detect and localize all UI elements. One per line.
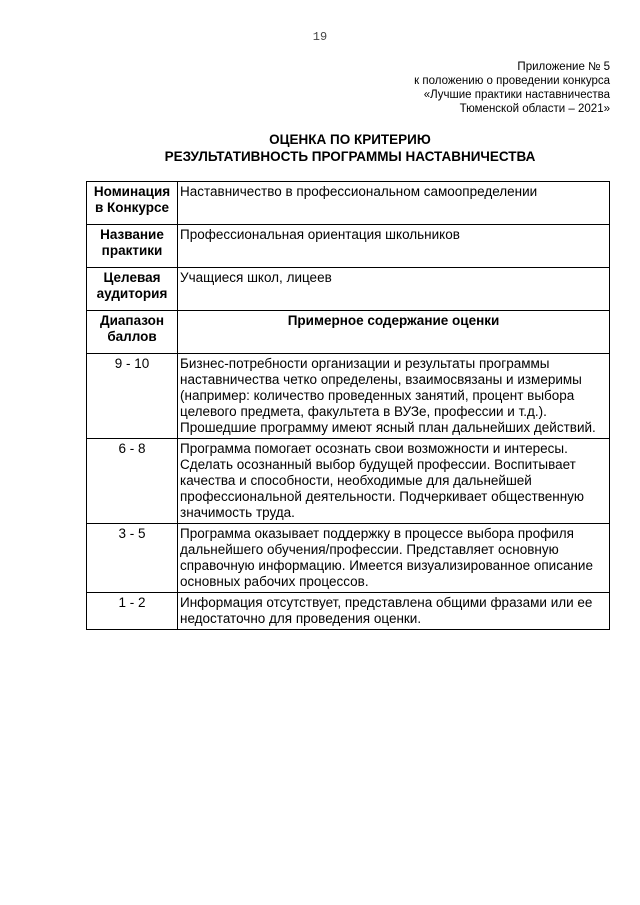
range-header — [87, 311, 178, 354]
nomination-label — [87, 182, 178, 225]
page-number: 19 — [312, 30, 328, 44]
score-range: 6 - 8 — [87, 439, 178, 524]
label-text: практики — [101, 243, 163, 258]
header-text: баллов — [107, 329, 157, 344]
label-text: Целевая — [103, 270, 161, 285]
audience-row — [87, 268, 610, 311]
header-text: Диапазон — [99, 313, 165, 328]
nomination-value: Наставничество в профессиональном самоопределении — [178, 182, 610, 225]
label-text: аудитория — [96, 286, 168, 301]
appendix-note — [414, 60, 610, 116]
criteria-table — [86, 181, 610, 630]
table-row — [87, 593, 610, 630]
score-description: Бизнес-потребности организации и результаты программы наставничества четко определены, взаимосвязаны и измеримы (например: количество проведенных занятий, процент выбора целевого предмета, факультета в ВУЗе, профессии и т.д.). Прошедшие программу имеют ясный план дальнейших действий. — [178, 354, 610, 439]
appendix-line: Тюменской области – 2021» — [459, 103, 610, 115]
score-description: Информация отсутствует, представлена общими фразами или ее недостаточно для проведения оценки. — [178, 593, 610, 630]
audience-label — [87, 268, 178, 311]
label-text: в Конкурсе — [94, 200, 170, 215]
table-row — [87, 524, 610, 593]
appendix-line: к положению о проведении конкурса — [414, 75, 610, 87]
table-header-row — [87, 311, 610, 354]
document-title — [0, 131, 640, 165]
title-line: ОЦЕНКА ПО КРИТЕРИЮ — [269, 132, 431, 147]
label-text: Название — [100, 227, 164, 242]
practice-row — [87, 225, 610, 268]
label-text: Номинация — [93, 184, 171, 199]
score-description: Программа помогает осознать свои возможности и интересы. Сделать осознанный выбор будущей профессии. Воспитывает качества и способности, необходимые для дальнейшей профессиональной деятельности. Подчеркивает общественную значимость труда. — [178, 439, 610, 524]
appendix-line: Приложение № 5 — [517, 61, 610, 73]
audience-value: Учащиеся школ, лицеев — [178, 268, 610, 311]
content-header: Примерное содержание оценки — [178, 311, 610, 354]
score-range: 9 - 10 — [87, 354, 178, 439]
nomination-row — [87, 182, 610, 225]
score-range: 3 - 5 — [87, 524, 178, 593]
practice-label — [87, 225, 178, 268]
table-row — [87, 354, 610, 439]
appendix-line: «Лучшие практики наставничества — [423, 89, 610, 101]
table-row — [87, 439, 610, 524]
score-description: Программа оказывает поддержку в процессе выбора профиля дальнейшего обучения/профессии. Представляет основную справочную информацию. Имеется визуализированное описание основных рабочих процессов. — [178, 524, 610, 593]
practice-value: Профессиональная ориентация школьников — [178, 225, 610, 268]
score-range: 1 - 2 — [87, 593, 178, 630]
title-line: РЕЗУЛЬТАТИВНОСТЬ ПРОГРАММЫ НАСТАВНИЧЕСТВА — [164, 149, 536, 164]
